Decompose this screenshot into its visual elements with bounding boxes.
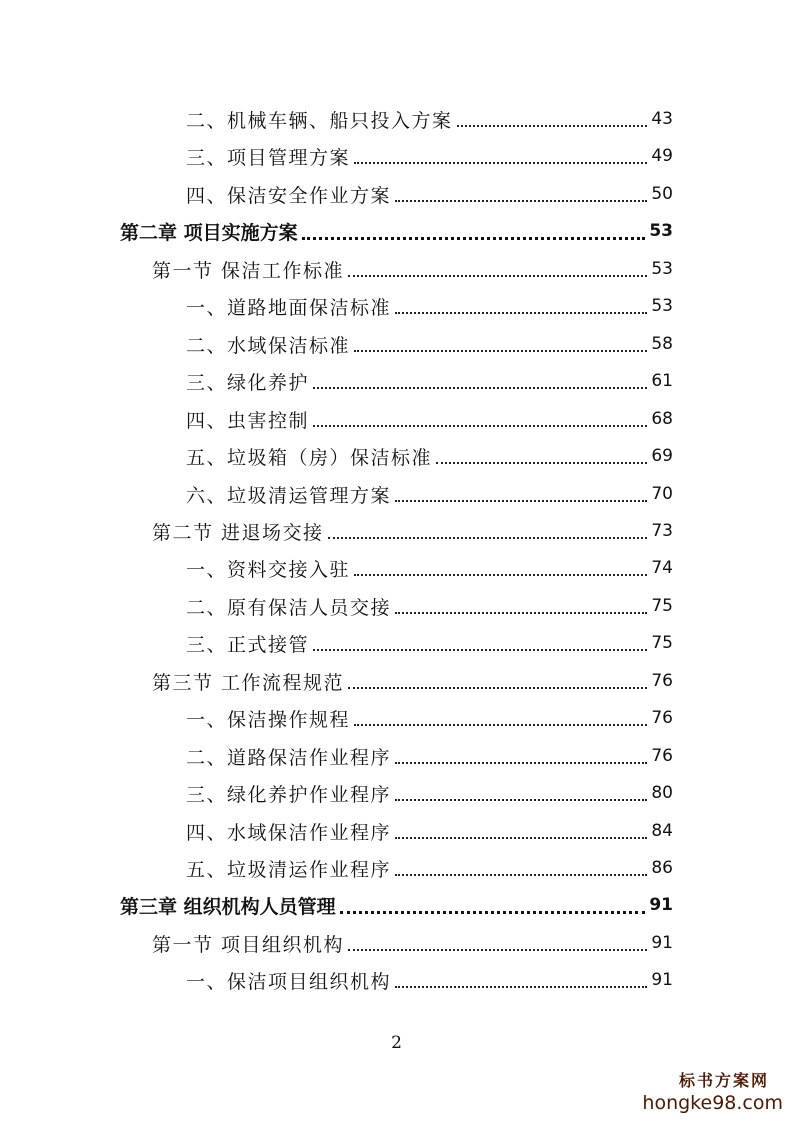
toc-entry-item[interactable] [186,179,673,209]
toc-entry-label: 第一节 项目组织机构 [152,933,345,956]
toc-entry-label: 一、资料交接入驻 [186,558,351,581]
toc-dot-leader [354,350,647,352]
toc-entry-page: 76 [651,671,673,691]
toc-entry-page: 50 [651,184,673,204]
toc-entry-page: 73 [651,521,673,541]
toc-entry-label: 第三章 组织机构人员管理 [120,895,336,918]
toc-dot-leader [395,312,647,314]
toc-dot-leader [354,724,647,726]
toc-entry-label: 一、道路地面保洁标准 [186,296,392,319]
toc-entry-page: 53 [649,221,673,241]
toc-entry-label: 四、水域保洁作业程序 [186,821,392,844]
toc-dot-leader [313,425,647,427]
toc-entry-label: 四、虫害控制 [186,409,310,432]
toc-entry-label: 三、绿化养护 [186,371,310,394]
toc-dot-leader [395,799,647,801]
toc-entry-page: 53 [651,259,673,279]
toc-entry-page: 84 [651,821,673,841]
toc-entry-item[interactable] [186,591,673,621]
toc-entry-page: 49 [651,146,673,166]
toc-entry-page: 76 [651,746,673,766]
toc-entry-page: 80 [651,783,673,803]
toc-entry-label: 五、垃圾清运作业程序 [186,858,392,881]
toc-dot-leader [395,762,647,764]
toc-dot-leader [328,537,648,539]
toc-entry-label: 三、正式接管 [186,633,310,656]
toc-entry-page: 75 [651,596,673,616]
watermark-site-name: 标书方案网 [678,1071,769,1090]
toc-entry-page: 86 [651,858,673,878]
toc-dot-leader [348,687,647,689]
toc-entry-item[interactable] [186,104,673,134]
page-number: 2 [391,1033,402,1053]
toc-entry-page: 69 [651,446,673,466]
toc-dot-leader [313,387,647,389]
toc-dot-leader [395,986,647,988]
toc-entry-section[interactable] [152,254,673,284]
toc-dot-leader [395,200,647,202]
toc-entry-item[interactable] [186,965,673,995]
toc-dot-leader [395,837,647,839]
toc-dot-leader [457,125,648,127]
toc-entry-label: 五、垃圾箱（房）保洁标准 [186,446,433,469]
toc-entry-label: 四、保洁安全作业方案 [186,184,392,207]
toc-entry-label: 三、项目管理方案 [186,146,351,169]
toc-entry-label: 第一节 保洁工作标准 [152,259,345,282]
toc-dot-leader [395,500,647,502]
toc-dot-leader [395,874,647,876]
toc-dot-leader [436,462,647,464]
toc-dot-leader [348,275,647,277]
toc-entry-chapter[interactable] [120,890,673,920]
toc-entry-label: 六、垃圾清运管理方案 [186,484,392,507]
toc-entry-item[interactable] [186,291,673,321]
toc-entry-item[interactable] [186,479,673,509]
toc-entry-label: 第二节 进退场交接 [152,521,324,544]
toc-entry-page: 70 [651,484,673,504]
toc-entry-item[interactable] [186,441,673,471]
toc-dot-leader [302,237,646,240]
toc-entry-page: 91 [651,970,673,990]
toc-entry-page: 58 [651,334,673,354]
toc-entry-label: 二、水域保洁标准 [186,334,351,357]
toc-entry-section[interactable] [152,516,673,546]
toc-entry-item[interactable] [186,366,673,396]
toc-dot-leader [354,574,647,576]
toc-entry-label: 二、原有保洁人员交接 [186,596,392,619]
toc-entry-item[interactable] [186,741,673,771]
toc-entry-item[interactable] [186,628,673,658]
toc-entry-item[interactable] [186,816,673,846]
toc-entry-label: 一、保洁操作规程 [186,708,351,731]
watermark-logo [633,1068,783,1114]
toc-entry-page: 74 [651,558,673,578]
toc-entry-page: 91 [649,895,673,915]
toc-entry-label: 一、保洁项目组织机构 [186,970,392,993]
toc-entry-label: 二、道路保洁作业程序 [186,746,392,769]
toc-entry-page: 75 [651,633,673,653]
toc-entry-section[interactable] [152,666,673,696]
toc-dot-leader [354,162,647,164]
toc-entry-item[interactable] [186,778,673,808]
toc-entry-label: 第三节 工作流程规范 [152,671,345,694]
toc-entry-page: 68 [651,409,673,429]
toc-entry-page: 53 [651,296,673,316]
toc-entry-page: 43 [651,109,673,129]
toc-dot-leader [395,612,647,614]
toc-entry-item[interactable] [186,329,673,359]
toc-entry-item[interactable] [186,703,673,733]
toc-entry-section[interactable] [152,928,673,958]
toc-entry-label: 二、机械车辆、船只投入方案 [186,109,453,132]
watermark-url: hongke98.com [642,1092,783,1114]
toc-dot-leader [313,649,647,651]
toc-entry-page: 61 [651,371,673,391]
toc-entry-page: 91 [651,933,673,953]
toc-entry-item[interactable] [186,853,673,883]
toc-entry-item[interactable] [186,141,673,171]
toc-entry-label: 三、绿化养护作业程序 [186,783,392,806]
toc-dot-leader [348,949,647,951]
toc-entry-item[interactable] [186,553,673,583]
toc-entry-label: 第二章 项目实施方案 [120,221,298,244]
toc-entry-chapter[interactable] [120,216,673,246]
toc-entry-page: 76 [651,708,673,728]
toc-dot-leader [340,911,646,914]
toc-entry-item[interactable] [186,404,673,434]
